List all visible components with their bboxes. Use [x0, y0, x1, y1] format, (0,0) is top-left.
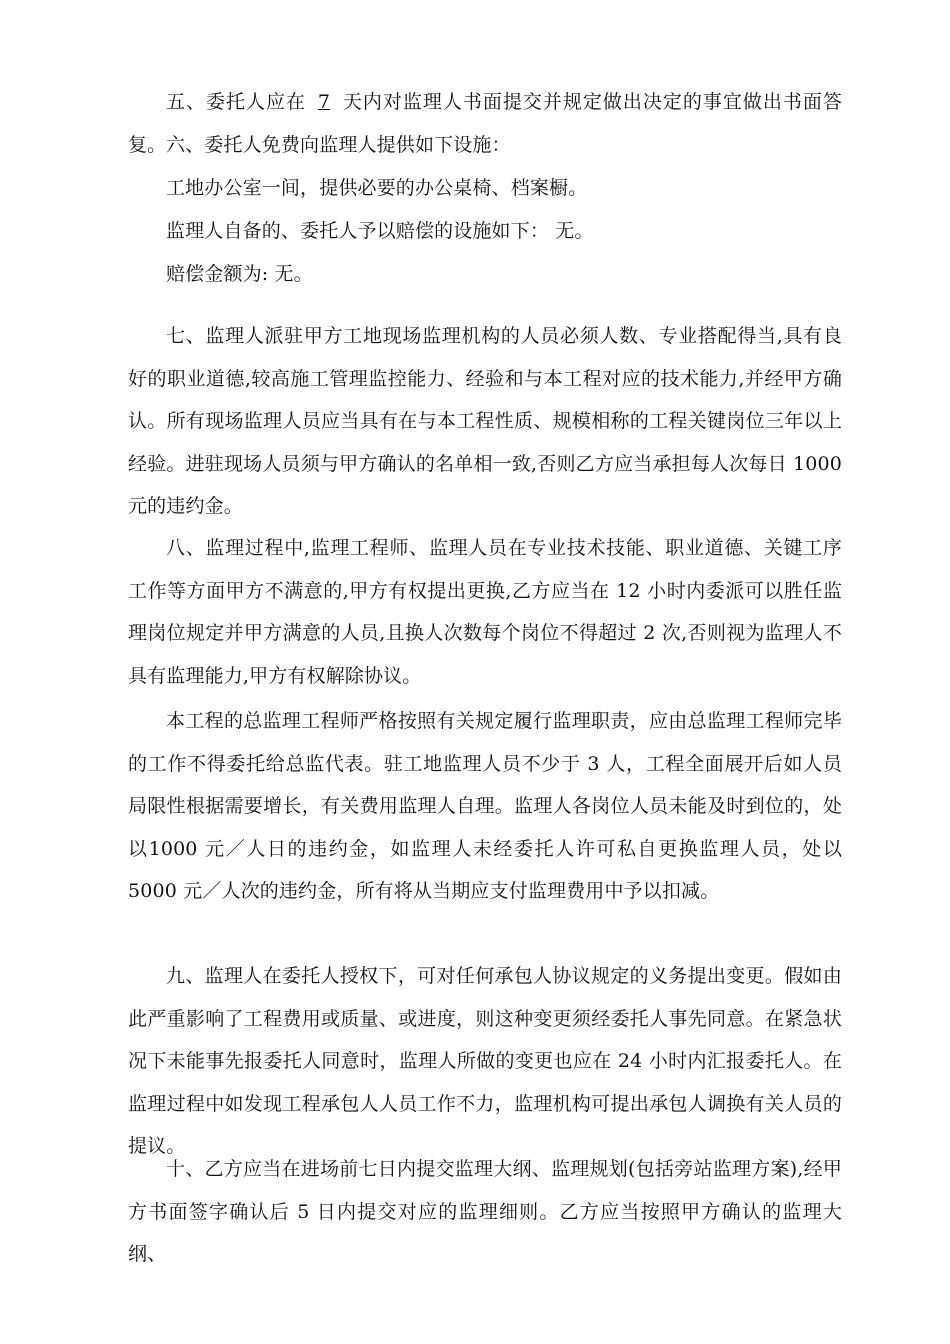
paragraph-clause-10: 十、乙方应当在进场前七日内提交监理大纲、监理规划(包括旁站监理方案),经甲方书面签字确认后 5 日内提交对应的监理细则。乙方应当按照甲方确认的监理大纲、: [128, 1158, 842, 1265]
paragraph-clause-8: 八、监理过程中,监理工程师、监理人员在专业技术技能、职业道德、关键工序工作等方面甲方不满意的,甲方有权提出更换,乙方应当在 12 小时内委派可以胜任监理岗位规定并甲方满意的人员,且换人次数每个岗位不得超过 2 次,否则视为监理人不具有监理能力,甲方有权解除协议。: [128, 537, 842, 687]
paragraph-office-facilities: 工地办公室一间，提供必要的办公桌椅、档案橱。: [166, 177, 588, 199]
paragraph-self-provided-facilities: 监理人自备的、委托人予以赔偿的设施如下： 无。: [166, 220, 594, 242]
clause-5-prefix: 五、委托人应在: [166, 91, 306, 113]
paragraph-clause-9: 九、监理人在委托人授权下，可对任何承包人协议规定的义务提出变更。假如由此严重影响了工程费用或质量、或进度，则这种变更须经委托人事先同意。在紧急状况下未能事先报委托人同意时，监理人所做的变更也应在 24 小时内汇报委托人。在监理过程中如发现工程承包人人员工作不力，监理机构可提出承包人调换有关人员的提议。: [128, 965, 842, 1157]
paragraph-clause-6: 六、委托人免费向监理人提供如下设施：: [166, 134, 511, 156]
paragraph-chief-supervisor: 本工程的总监理工程师严格按照有关规定履行监理职责，应由总监理工程师完毕的工作不得委托给总监代表。驻工地监理人员不少于 3 人，工程全面展开后如人员局限性根据需要增长，有关费用监理人自理。监理人各岗位人员未能及时到位的，处以1000 元／人日的违约金，如监理人未经委托人许可私自更换监理人员，处以 5000 元／人次的违约金，所有将从当期应支付监理费用中予以扣减。: [128, 710, 842, 902]
clause-5-suffix: 天内对监理人书面提交并规定做出决定的事宜做出书面答复。: [128, 91, 842, 156]
paragraph-clause-7: 七、监理人派驻甲方工地现场监理机构的人员必须人数、专业搭配得当,具有良好的职业道德,较高施工管理监控能力、经验和与本工程对应的技术能力,并经甲方确认。所有现场监理人员应当具有在与本工程性质、规模相称的工程关键岗位三年以上经验。进驻现场人员须与甲方确认的名单相一致,否则乙方应当承担每人次每日 1000 元的违约金。: [128, 325, 842, 517]
paragraph-compensation-amount: 赔偿金额为: 无。: [166, 263, 313, 285]
response-days-value: 7: [317, 91, 331, 113]
